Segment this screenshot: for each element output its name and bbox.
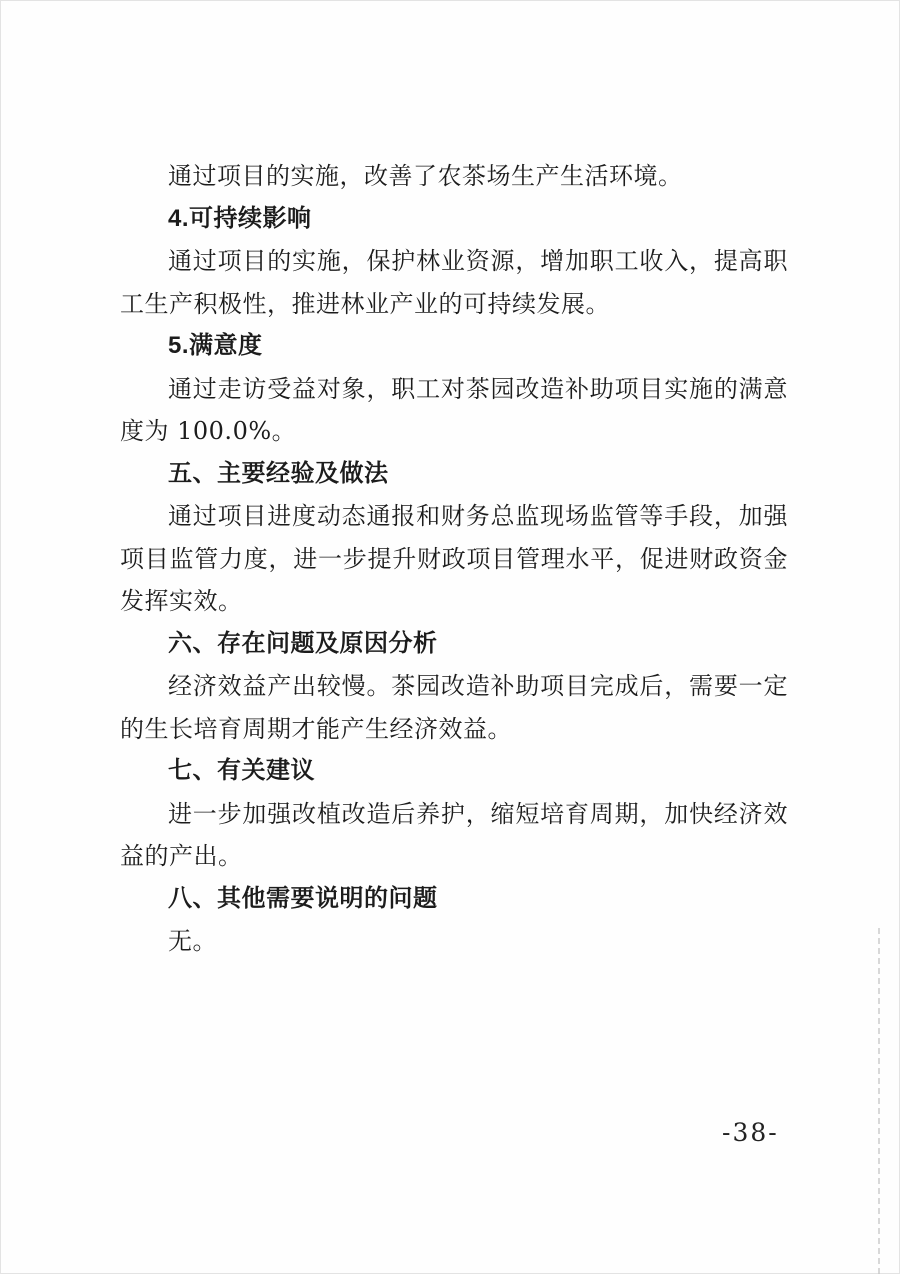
- section-heading-problems-analysis: 六、存在问题及原因分析: [168, 629, 438, 657]
- paragraph: 通过项目的实施，保护林业资源，增加职工收入，提高职工生产积极性，推进林业产业的可持续发展。: [120, 247, 788, 318]
- paragraph: 通过项目的实施，改善了农茶场生产生活环境。: [168, 162, 683, 190]
- section-heading-suggestions: 七、有关建议: [168, 757, 315, 784]
- paragraph: 通过项目进度动态通报和财务总监现场监管等手段，加强项目监管力度，进一步提升财政项目管理水平，促进财政资金发挥实效。: [120, 502, 788, 615]
- section-heading-5-satisfaction: 5.满意度: [168, 332, 263, 359]
- paragraph: 经济效益产出较慢。茶园改造补助项目完成后，需要一定的生长培育周期才能产生经济效益。: [120, 672, 788, 743]
- paragraph: 无。: [168, 927, 217, 955]
- section-heading-4-sustainable-impact: 4.可持续影响: [168, 204, 312, 232]
- paragraph: 进一步加强改植改造后养护，缩短培育周期，加快经济效益的产出。: [120, 799, 788, 870]
- page-number: -38-: [722, 1118, 779, 1147]
- document-text-block: [120, 155, 788, 963]
- scan-artifact-dashed-line: [878, 928, 880, 1274]
- section-heading-other-issues: 八、其他需要说明的问题: [168, 884, 438, 912]
- section-heading-main-experience: 五、主要经验及做法: [168, 459, 389, 487]
- paragraph: 通过走访受益对象，职工对茶园改造补助项目实施的满意度为 100.0%。: [120, 374, 788, 445]
